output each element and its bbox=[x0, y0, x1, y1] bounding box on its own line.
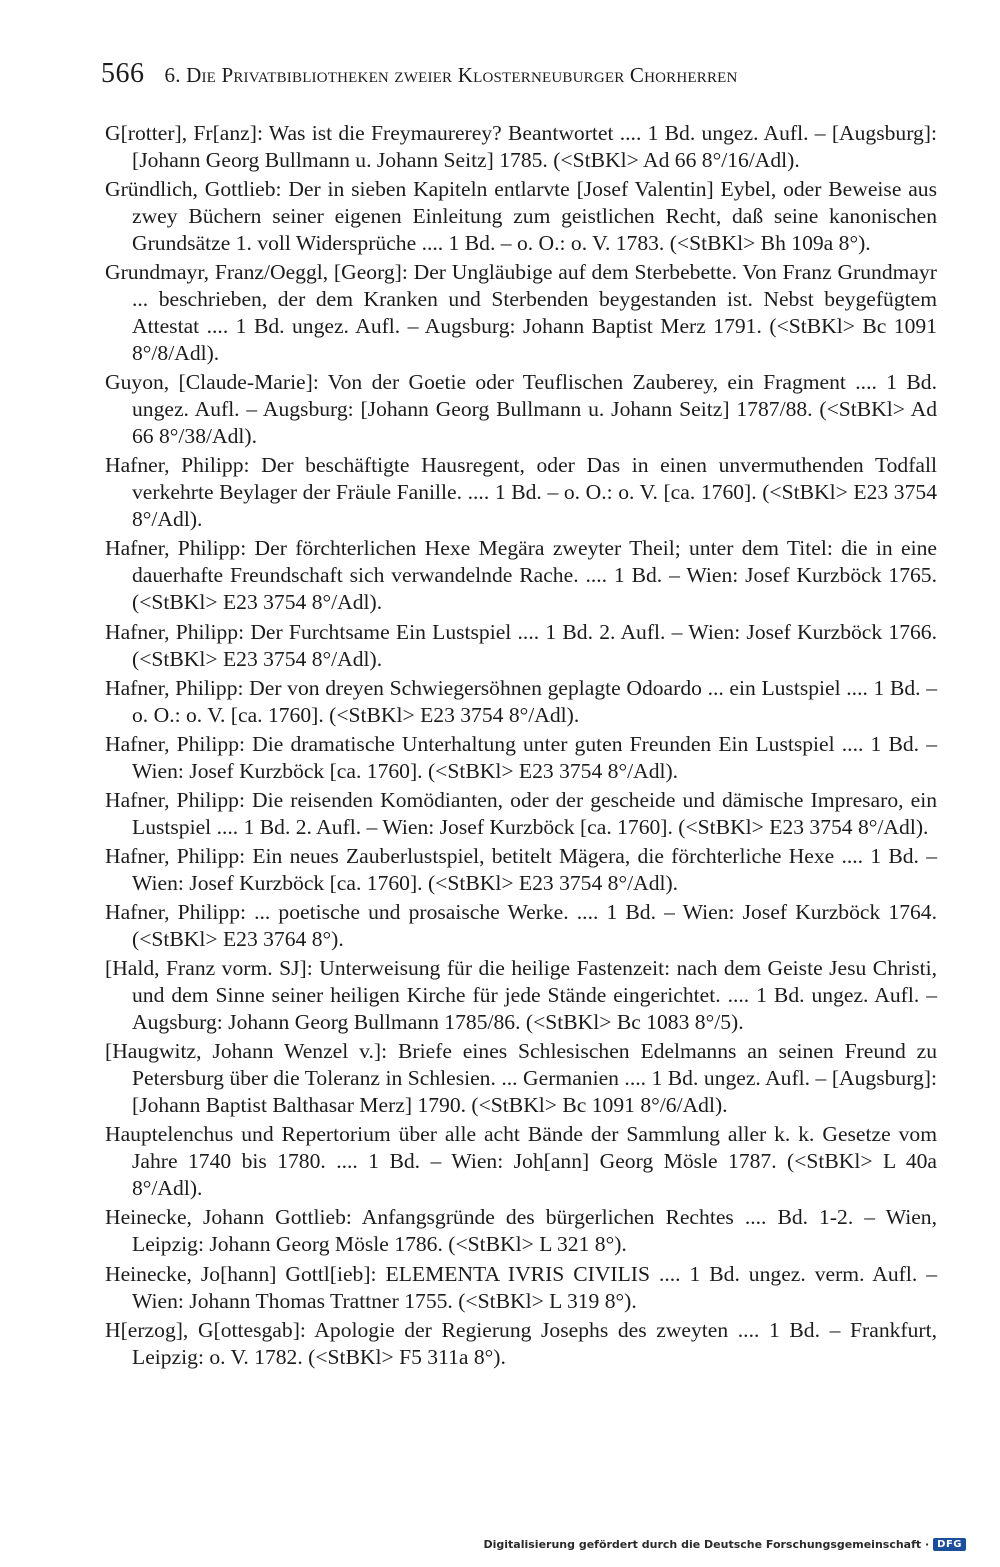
digitization-notice-text: Digitalisierung gefördert durch die Deutsche Forschungsgemeinschaft · bbox=[483, 1538, 930, 1551]
bibliography-entry: H[erzog], G[ottesgab]: Apologie der Regierung Josephs des zweyten .... 1 Bd. – Frankfurt, Leipzig: o. V. 1782. (<StBKl> F5 311a 8°). bbox=[105, 1317, 937, 1369]
bibliography-entry: Grundmayr, Franz/Oeggl, [Georg]: Der Ungläubige auf dem Sterbebette. Von Franz Grundmayr ... beschrieben, der dem Kranken und Sterbenden beygestanden ist. Nebst beygefügtem Attestat .... 1 Bd. ungez. Aufl. – Augsburg: Johann Baptist Merz 1791. (<StBKl> Bc 1091 8°/8/Adl). bbox=[105, 260, 937, 366]
page-header bbox=[101, 58, 941, 94]
digitization-notice bbox=[483, 1538, 966, 1551]
bibliography-entry: Hafner, Philipp: Der beschäftigte Hausregent, oder Das in einen unvermuthenden Todfall verkehrte Beylager der Fräule Fanille. .... 1 Bd. – o. O.: o. V. [ca. 1760]. (<StBKl> E23 3754 8°/Adl). bbox=[105, 453, 937, 532]
bibliography-entry: [Hald, Franz vorm. SJ]: Unterweisung für die heilige Fastenzeit: nach dem Geiste Jesu Christi, und dem Sinne seiner heiligen Kirche für jede Stände eingerichtet. .... 1 Bd. ungez. Aufl. – Augsburg: Johann Georg Bullmann 1785/86. (<StBKl> Bc 1083 8°/5). bbox=[105, 956, 937, 1035]
bibliography-entry: Hafner, Philipp: Der von dreyen Schwiegersöhnen geplagte Odoardo ... ein Lustspiel .... 1 Bd. – o. O.: o. V. [ca. 1760]. (<StBKl> E23 3754 8°/Adl). bbox=[105, 675, 937, 727]
bibliography-entry: Hafner, Philipp: Der förchterlichen Hexe Megära zweyter Theil; unter dem Titel: die in eine dauerhafte Freundschaft sich verwandelnde Rache. .... 1 Bd. – Wien: Josef Kurzböck 1765. (<StBKl> E23 3754 8°/Adl). bbox=[105, 536, 937, 615]
bibliography-entry: Hafner, Philipp: Ein neues Zauberlustspiel, betitelt Mägera, die förchterliche Hexe .... 1 Bd. – Wien: Josef Kurzböck [ca. 1760]. (<StBKl> E23 3754 8°/Adl). bbox=[105, 843, 937, 895]
bibliography-list bbox=[105, 120, 937, 1373]
dfg-logo: DFG bbox=[933, 1538, 966, 1551]
page-number: 566 bbox=[101, 58, 145, 89]
bibliography-entry: G[rotter], Fr[anz]: Was ist die Freymaurerey? Beantwortet .... 1 Bd. ungez. Aufl. – [Augsburg]: [Johann Georg Bullmann u. Johann Seitz] 1785. (<StBKl> Ad 66 8°/16/Adl). bbox=[105, 121, 937, 172]
running-title: 6. Die Privatbibliotheken zweier Klosterneuburger Chorherren bbox=[164, 63, 738, 87]
bibliography-entry: Heinecke, Johann Gottlieb: Anfangsgründe des bürgerlichen Rechtes .... Bd. 1-2. – Wien, Leipzig: Johann Georg Mösle 1786. (<StBKl> L 321 8°). bbox=[105, 1205, 937, 1257]
bibliography-entry: Guyon, [Claude-Marie]: Von der Goetie oder Teuflischen Zauberey, ein Fragment .... 1 Bd. ungez. Aufl. – Augsburg: [Johann Georg Bullmann u. Johann Seitz] 1787/88. (<StBKl> Ad 66 8°/38/Adl). bbox=[105, 370, 937, 449]
bibliography-entry: Hafner, Philipp: Die dramatische Unterhaltung unter guten Freunden Ein Lustspiel .... 1 Bd. – Wien: Josef Kurzböck [ca. 1760]. (<StBKl> E23 3754 8°/Adl). bbox=[105, 731, 937, 783]
bibliography-entry: Heinecke, Jo[hann] Gottl[ieb]: ELEMENTA IVRIS CIVILIS .... 1 Bd. ungez. verm. Aufl. – Wien: Johann Thomas Trattner 1755. (<StBKl> L 319 8°). bbox=[105, 1261, 937, 1313]
bibliography-entry: Hafner, Philipp: Die reisenden Komödianten, oder der gescheide und dämische Impresaro, ein Lustspiel .... 1 Bd. 2. Aufl. – Wien: Josef Kurzböck [ca. 1760]. (<StBKl> E23 3754 8°/Adl). bbox=[105, 787, 937, 839]
bibliography-entry: Hafner, Philipp: Der Furchtsame Ein Lustspiel .... 1 Bd. 2. Aufl. – Wien: Josef Kurzböck 1766. (<StBKl> E23 3754 8°/Adl). bbox=[105, 619, 937, 671]
bibliography-entry: Gründlich, Gottlieb: Der in sieben Kapiteln entlarvte [Josef Valentin] Eybel, oder Beweise aus zwey Büchern seiner eigenen Einleitung zum geistlichen Recht, daß seine kanonischen Grundsätze 1. voll Widersprüche .... 1 Bd. – o. O.: o. V. 1783. (<StBKl> Bh 109a 8°). bbox=[105, 177, 937, 256]
bibliography-entry: Hauptelenchus und Repertorium über alle acht Bände der Sammlung aller k. k. Gesetze vom Jahre 1740 bis 1780. .... 1 Bd. – Wien: Joh[ann] Georg Mösle 1787. (<StBKl> L 40a 8°/Adl). bbox=[105, 1122, 937, 1201]
bibliography-entry: [Haugwitz, Johann Wenzel v.]: Briefe eines Schlesischen Edelmanns an seinen Freund zu Petersburg über die Toleranz in Schlesien. ... Germanien .... 1 Bd. ungez. Aufl. – [Augsburg]: [Johann Baptist Balthasar Merz] 1790. (<StBKl> Bc 1091 8°/6/Adl). bbox=[105, 1039, 937, 1118]
bibliography-entry: Hafner, Philipp: ... poetische und prosaische Werke. .... 1 Bd. – Wien: Josef Kurzböck 1764. (<StBKl> E23 3764 8°). bbox=[105, 900, 937, 952]
